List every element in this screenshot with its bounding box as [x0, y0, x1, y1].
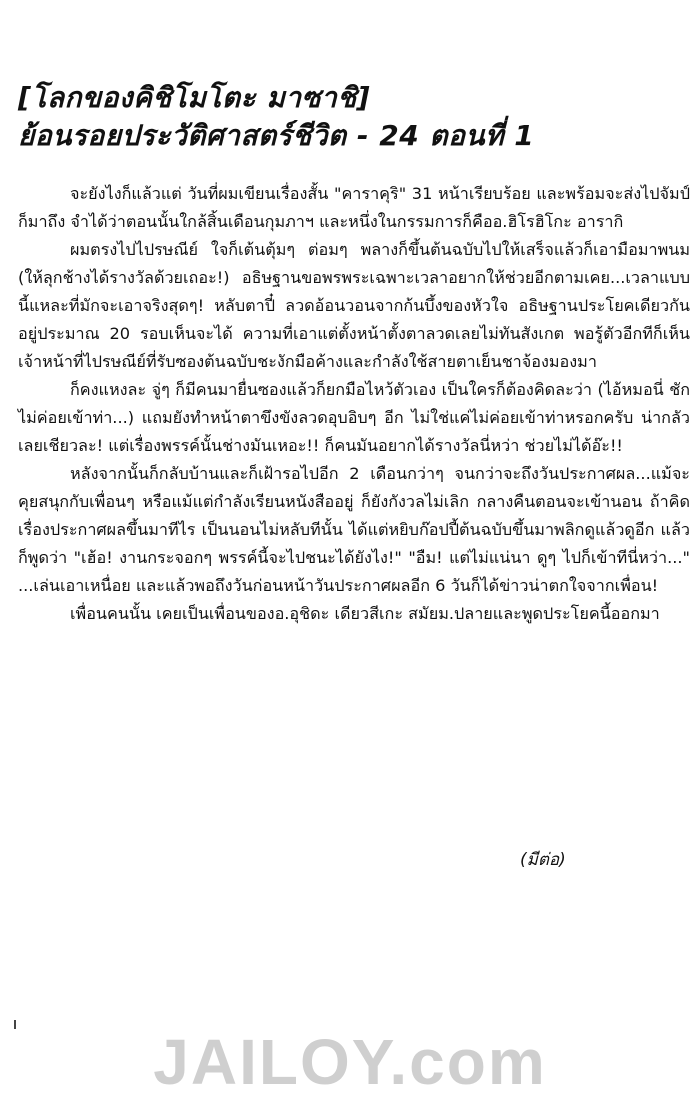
article-body [18, 180, 690, 628]
paragraph: ผมตรงไปไปรษณีย์ ใจก็เต้นตุ้มๆ ต่อมๆ พลางก็ขึ้นต้นฉบับไปให้เสร็จแล้วก็เอามือมาพนม (ให้ลุกช้างได้รางวัลด้วยเถอะ!) อธิษฐานขอพรพระเฉพาะเวลาอยากให้ช่วยอีกตามเคย...เวลาแบบนี้แหละที่มักจะเอาจริงสุดๆ! หลับตาปี๋ ลวดอ้อนวอนจากก้นบึ้งของหัวใจ อธิษฐานประโยคเดียวกันอยู่ประมาณ 20 รอบเห็นจะได้ ความที่เอาแต่ตั้งหน้าตั้งตาลวดเลยไม่ทันสังเกต พอรู้ตัวอีกทีก็เห็นเจ้าหน้าที่ไปรษณีย์ที่รับซองต้นฉบับชะงักมือค้างและกำลังใช้สายตาเย็นชาจ้องมองมา [18, 240, 690, 371]
page-title: [โลกของคิชิโมโตะ มาซาชิ] [18, 81, 371, 114]
paragraph: หลังจากนั้นก็กลับบ้านและก็เฝ้ารอไปอีก 2 เดือนกว่าๆ จนกว่าจะถึงวันประกาศผล...แม้จะคุยสนุกกับเพื่อนๆ หรือแม้แต่กำลังเรียนหนังสืออยู่ ก็ยังกังวลไม่เลิก กลางคืนตอนจะเข้านอน ถ้าคิดเรื่องประกาศผลขึ้นมาทีไร เป็นนอนไม่หลับทีนั้น ได้แต่หยิบก๊อปปี้ต้นฉบับขึ้นมาพลิกดูแล้วดูอีก แล้วก็พูดว่า "เฮ้อ! งานกระจอกๆ พรรค์นี้จะไปชนะได้ยังไง!" "อืม! แต่ไม่แน่นา ดูๆ ไปก็เข้าทีนี่หว่า..." ...เล่นเอาเหนื่อย และแล้วพอถึงวันก่อนหน้าวันประกาศผลอีก 6 วันก็ได้ข่าวน่าตกใจจากเพื่อน! [18, 464, 690, 595]
page-subtitle: ย้อนรอยประวัติศาสตร์ชีวิต - 24 ตอนที่ 1 [18, 119, 535, 152]
paragraph: เพื่อนคนนั้น เคยเป็นเพื่อนของอ.อุชิดะ เดียวสีเกะ สมัยม.ปลายและพูดประโยคนี้ออกมา [70, 604, 660, 623]
continued-note: (มีต่อ) [520, 850, 566, 870]
paragraph: ก็คงแหงละ จู่ๆ ก็มีคนมายื่นซองแล้วก็ยกมือไหว้ตัวเอง เป็นใครก็ต้องคิดละว่า (ไอ้หมอนี่ ชักไม่ค่อยเข้าท่า...) แถมยังทำหน้าตาขึงขังลวดอุบอิบๆ อีก ไม่ใช่แค่ไม่ค่อยเข้าท่าหรอกครับ น่ากลัวเลยเชียวละ! แต่เรื่องพรรค์นั้นช่างมันเหอะ!! ก็คนมันอยากได้รางวัลนี่หว่า ช่วยไม่ได้อ๊ะ!! [18, 380, 690, 455]
paragraph: จะยังไงก็แล้วแต่ วันที่ผมเขียนเรื่องสั้น "คาราคุริ" 31 หน้าเรียบร้อย และพร้อมจะส่งไปจัมป์ก็มาถึง จำได้ว่าตอนนั้นใกล้สิ้นเดือนกุมภาฯ และหนึ่งในกรรมการก็คืออ.ฮิโรฮิโกะ อารากิ [18, 184, 690, 231]
watermark: JAILOY.com [153, 1026, 547, 1098]
